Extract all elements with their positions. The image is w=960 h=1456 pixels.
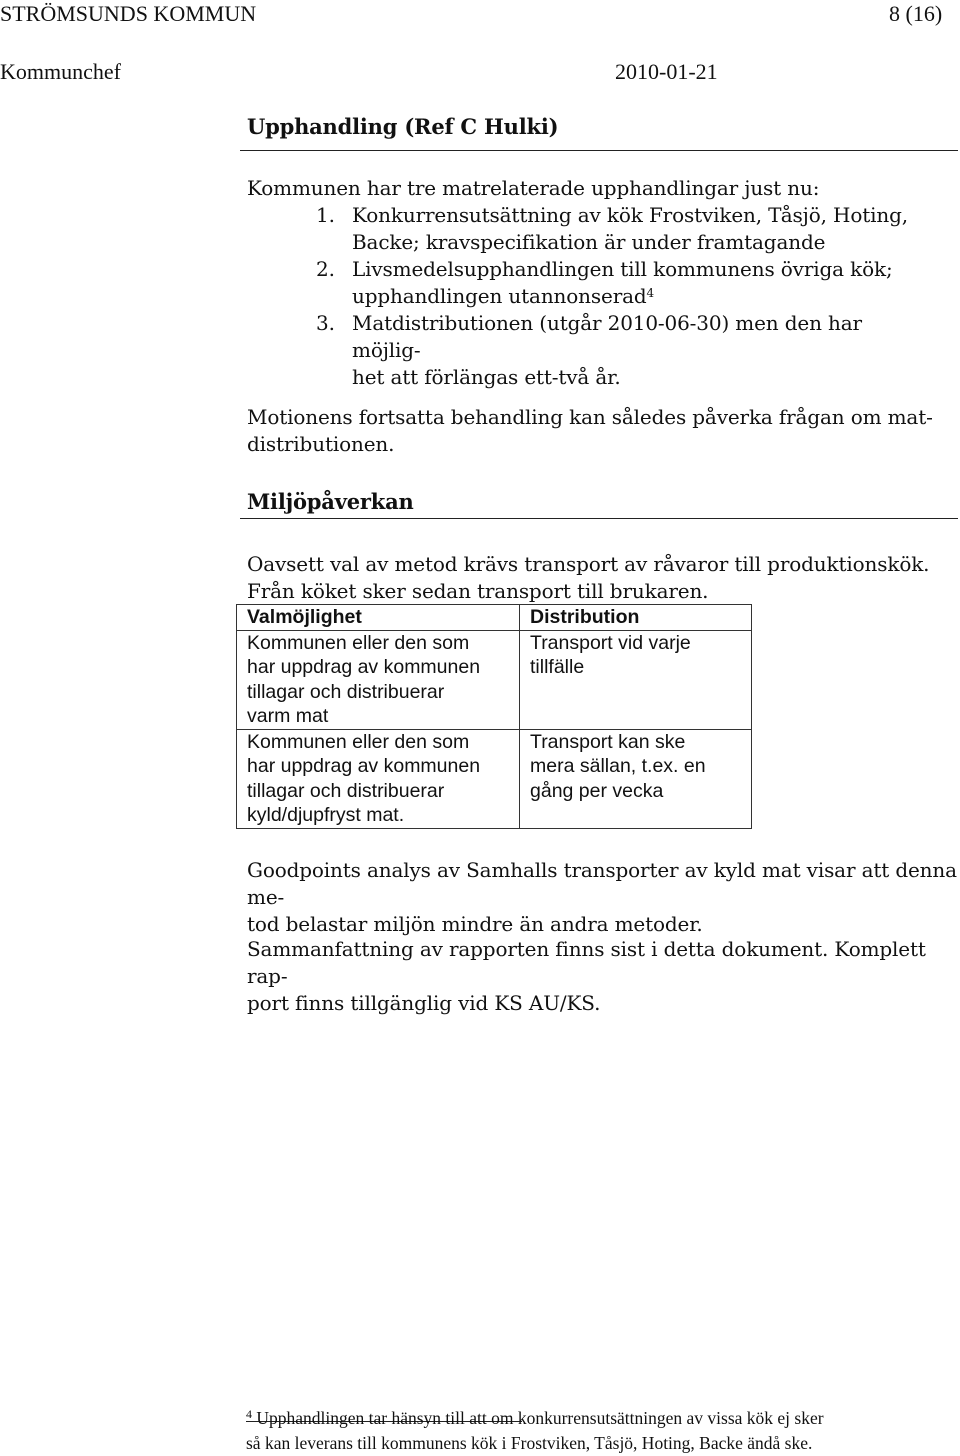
table-cell-option: Kommunen eller den som har uppdrag av kommunen tillagar och distribuerar varm mat xyxy=(237,630,520,729)
summary-paragraph: Sammanfattning av rapporten finns sist i detta dokument. Komplett rap- port finns tillgänglig vid KS AU/KS. xyxy=(247,937,926,1015)
motion-paragraph: Motionens fortsatta behandling kan således påverka frågan om mat- distributionen. xyxy=(247,405,933,456)
list-item: 2. Livsmedelsupphandlingen till kommunens övriga kök; upphandlingen utannonserad$^4$ xyxy=(316,257,893,308)
table-header-cell: Distribution xyxy=(520,605,752,631)
table-cell-option: Kommunen eller den som har uppdrag av kommunen tillagar och distribuerar kyld/djupfryst mat. xyxy=(237,729,520,828)
table-header-row xyxy=(237,605,752,631)
list-item: 1. Konkurrensutsättning av kök Frostviken, Tåsjö, Hoting, Backe; kravspecifikation är under framtagande xyxy=(316,203,908,254)
goodpoints-paragraph: Goodpoints analys av Samhalls transporter av kyld mat visar att denna me- tod belastar miljön mindre än andra metoder. xyxy=(247,858,957,936)
miljo-paragraph: Oavsett val av metod krävs transport av råvaror till produktionskök. Från köket sker sedan transport till brukaren. xyxy=(247,552,930,603)
footnote-ref: 4 xyxy=(646,286,655,300)
header-date: 2010-01-21 xyxy=(615,59,718,84)
list-item: 3. Matdistributionen (utgår 2010-06-30) men den har möjlig- het att förlängas ett-två år. xyxy=(316,311,862,389)
section-heading-upphandling: Upphandling (Ref C Hulki) xyxy=(247,114,559,139)
table-row xyxy=(237,630,752,729)
header-author: Kommunchef xyxy=(0,59,121,84)
table-row xyxy=(237,729,752,828)
table-header-cell: Valmöjlighet xyxy=(237,605,520,631)
table-cell-distribution: Transport kan ske mera sällan, t.ex. en gång per vecka xyxy=(520,729,752,828)
header-org: STRÖMSUNDS KOMMUN xyxy=(0,1,257,26)
table-cell-distribution: Transport vid varje tillfälle xyxy=(520,630,752,729)
heading-rule xyxy=(240,150,958,151)
header-page: 8 (16) xyxy=(889,1,943,26)
heading-rule xyxy=(240,518,958,519)
options-table xyxy=(236,604,752,829)
upphandling-list xyxy=(316,202,936,391)
footnote-number: 4 xyxy=(246,1407,252,1421)
upphandling-intro: Kommunen har tre matrelaterade upphandlingar just nu: xyxy=(247,176,820,200)
section-heading-miljo: Miljöpåverkan xyxy=(247,489,414,514)
footnote: $^4$ Upphandlingen tar hänsyn till att om konkurrensutsättningen av vissa kök ej sker så kan leverans till kommunens kök i Frostviken, Tåsjö, Hoting, Backe ändå ske. xyxy=(246,1407,824,1453)
